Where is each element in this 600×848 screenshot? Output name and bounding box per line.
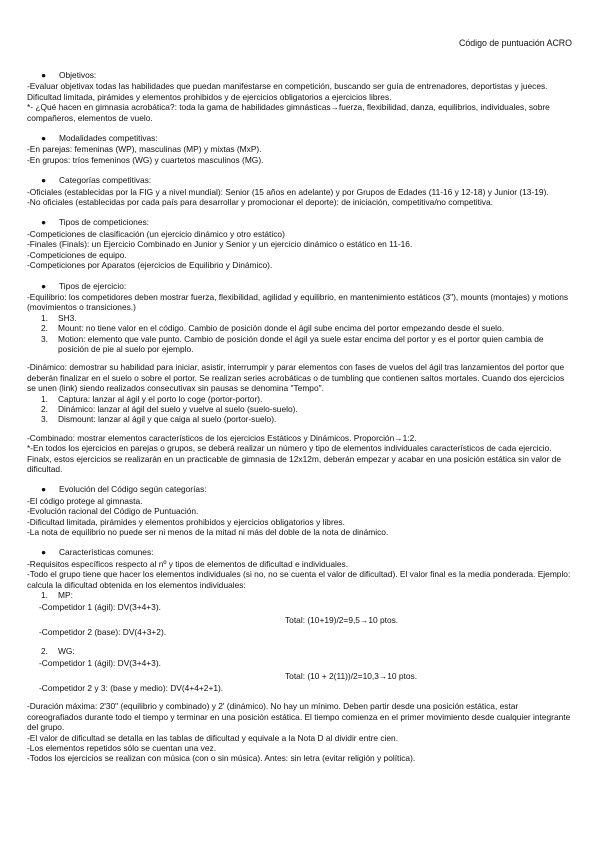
paragraph: *- ¿Qué hacen en gimnasia acrobática?: toda la gama de habilidades gimnásticas→fuerza, flexibilidad, danza, equilibrios, individuales, sobre compañeros, elementos de vuelo.	[27, 102, 550, 123]
page-header: Código de puntuación ACRO	[459, 38, 572, 48]
paragraph: -Todo el grupo tiene que hacer los elementos individuales (si no, no se cuenta el valor de dificultad). El valor final es la media ponderada. Ejemplo: calcula la dificultad obtenida en los elementos individuales:	[27, 569, 571, 590]
paragraph: *-En todos los ejercicios en parejas o grupos, se deberá realizar un número y tipo de elementos individuales característicos de cada ejercicio. Finalx, estos ejercicios se realizarán en un practicable de gimnasia de 12x12m, deberán empezar y acabar en una posición estática sin valor de dificultad.	[27, 443, 561, 474]
paragraph: -Dificultad limitada, pirámides y elementos prohibidos y ejercicios obligatorios y libres.	[27, 516, 345, 527]
paragraph: -Equilibrio: los competidores deben mostrar fuerza, flexibilidad, agilidad y equilibrio, en mantenimiento estáticos (3"), mounts (montajes) y motions (movimientos o transiciones.)	[27, 291, 569, 313]
paragraph: -El código protege al gimnasta.	[27, 495, 143, 506]
total-line: Total: (10 + 2(11))/2=10,3→10 ptos.	[285, 670, 418, 681]
paragraph: -Requisitos específicos respecto al nº y tipos de elementos de dificultad e individuales.	[27, 558, 349, 569]
paragraph: -Evaluar objetivax todas las habilidades que puedan manifestarse en competición, buscando ser guía de entrenadores, deportistas y jueces. Dificultad limitada, pirámides y elementos prohibidos y de ejercicios obligatorios a ejercicios libres.	[27, 81, 548, 102]
list-item: 3. Dismount: lanzar al ágil y que caiga al suelo (portor-suelo).	[41, 414, 277, 425]
competitor-line: -Competidor 1 (ágil): DV(3+4+3).	[39, 658, 161, 669]
section-title: Modalidades competitivas:	[59, 133, 158, 144]
bullet-icon: ●	[41, 547, 47, 558]
section-title: Categorías competitivas:	[59, 175, 152, 186]
paragraph: -Oficiales (establecidas por la FIG y a nivel mundial): Senior (15 años en adelante) y por Grupos de Edades (11-16 y 12-18) y Junior (13-19).	[27, 186, 549, 197]
section-tipos-competiciones	[27, 217, 575, 270]
paragraph: -La nota de equilibrio no puede ser ni menos de la mitad ni más del doble de la nota de dinámico.	[27, 527, 389, 538]
section-title: Objetivos:	[59, 70, 97, 80]
section-objetivos	[27, 70, 575, 123]
paragraph: -Competiciones por Aparatos (ejercicios de Equilibrio y Dinámico).	[27, 260, 273, 271]
bullet-icon: ●	[41, 217, 47, 228]
example-mp	[27, 590, 575, 600]
list-item: 1. Captura: lanzar al ágil y el porto lo coge (portor-portor).	[41, 393, 263, 404]
paragraph: -Finales (Finals): un Ejercicio Combinado en Junior y Senior y un ejercicio dinámico o estático en 11-16.	[27, 239, 413, 250]
section-title: Tipos de ejercicio:	[59, 280, 127, 291]
paragraph: -Todos los ejercicios se realizan con música (con o sin música). Antes: sin letra (evitar religión y política).	[27, 753, 416, 764]
numbered-list	[27, 394, 575, 425]
paragraph: -Dinámico: demostrar su habilidad para iniciar, asistir, interrumpir y parar elementos con fases de vuelos del ágil tras lanzamientos del portor que deberán finalizar en el suelo o sobre el portor. Se realizan series acrobáticas o de tumbling que contienen saltos mortales. Cuando dos ejercicios se unen (link) siendo realizados consecutivax sin pausas se denomina "Tempo".	[27, 362, 565, 394]
list-item: 3. Motion: elemento que vale punto. Cambio de posición donde el ágil ya suele estar encima del portor y es el portor quien cambia de posición de pie al suelo por ejemplo.	[41, 333, 544, 354]
paragraph: -Competiciones de equipo.	[27, 249, 127, 260]
paragraph: -En parejas: femeninas (WP), masculinas (MP) y mixtas (MxP).	[27, 144, 262, 155]
bullet-icon: ●	[41, 175, 47, 186]
section-title: Evolución del Código según categorías:	[59, 484, 207, 495]
competitor-line: -Competidor 1 (ágil): DV(3+4+3).	[39, 602, 161, 613]
example-wg	[27, 646, 575, 656]
competitor-line: -Competidor 2 (base): DV(4+3+2).	[39, 627, 167, 638]
section-tipos-ejercicio	[27, 281, 575, 475]
bullet-icon: ●	[41, 133, 47, 144]
paragraph: -Competiciones de clasificación (un ejercicio dinámico y otro estático)	[27, 228, 285, 239]
paragraph: -Combinado: mostrar elementos característicos de los ejercicios Estáticos y Dinámicos. Proporción→1:2.	[27, 432, 417, 443]
document-body	[27, 70, 575, 774]
bullet-icon: ●	[41, 484, 47, 495]
section-title: Tipos de competiciones:	[59, 217, 149, 228]
list-item: 2. Dinámico: lanzar al ágil del suelo y vuelve al suelo (suelo-suelo).	[41, 403, 298, 414]
section-modalidades	[27, 133, 575, 165]
list-item: 1. MP:	[41, 590, 73, 601]
paragraph: -En grupos: tríos femeninos (WG) y cuartetos masculinos (MG).	[27, 154, 264, 165]
paragraph: -El valor de dificultad se detalla en las tablas de dificultad y equivale a la Nota D al dividir entre cien.	[27, 732, 399, 743]
section-caracteristicas	[27, 547, 575, 763]
paragraph: -Evolución racional del Código de Puntuación.	[27, 506, 199, 517]
section-title: Características comunes:	[59, 547, 154, 558]
numbered-list	[27, 313, 575, 355]
list-item: 1. SH3.	[41, 312, 77, 323]
bullet-icon: ●	[41, 70, 47, 80]
paragraph: -Duración máxima: 2'30" (equilibrio y combinado) y 2' (dinámico). No hay un mínimo. Deben partir desde una posición estática, estar coreografiados durante todo el tiempo y terminar en una posición estática. El tiempo comienza en el primer movimiento desde cualquier integrante del grupo.	[27, 701, 571, 733]
total-line: Total: (10+19)/2=9,5→10 ptos.	[285, 614, 399, 625]
paragraph: -Los elementos repetidos sólo se cuentan una vez.	[27, 742, 217, 753]
list-item: 2. WG:	[41, 645, 75, 656]
competitor-line: -Competidor 2 y 3: (base y medio): DV(4+4+2+1).	[39, 682, 224, 693]
section-evolucion	[27, 484, 575, 537]
list-item: 2. Mount: no tiene valor en el código. Cambio de posición donde el ágil sube encima del portor empezando desde el suelo.	[41, 323, 505, 334]
paragraph: -No oficiales (establecidas por cada país para desarrollar y promocionar el deporte): de iniciación, competitiva/no competitiva.	[27, 197, 493, 208]
section-categorias	[27, 175, 575, 207]
bullet-icon: ●	[41, 280, 47, 291]
